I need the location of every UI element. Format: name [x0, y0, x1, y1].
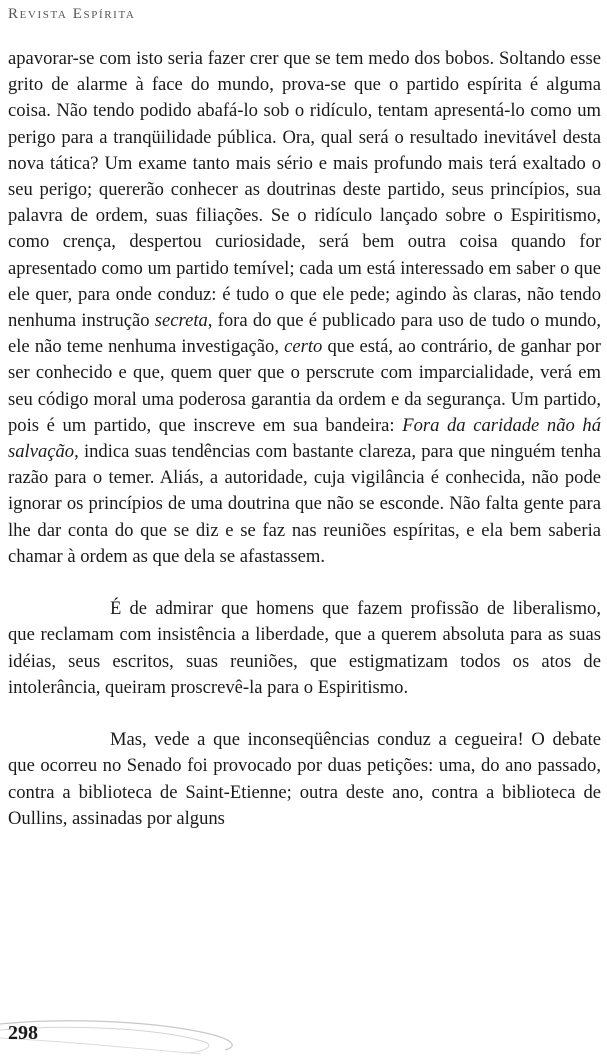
italic-text: Fora da caridade não há salvação [8, 414, 601, 463]
text-run: Mas, vede a que inconseqüências conduz a cegueira! O debate que ocorreu no Senado foi provocado por duas petições: uma, do ano passado, contra a biblioteca de Saint-Etienne; outra deste ano, contra a biblioteca de Oullins, assinadas por alguns [8, 729, 601, 829]
text-run: que está, ao contrário, de ganhar por ser conhecido e que, quem quer que o perscrute com imparcialidade, verá em seu código moral uma poderosa garantia da ordem e da segurança. Um partido, pois é um partido, que inscreve em sua bandeira: [8, 336, 601, 436]
page-number: 298 [8, 1022, 38, 1044]
running-title: Revista Espírita [8, 6, 136, 22]
decorative-swoosh [0, 1016, 260, 1056]
page-body [8, 46, 601, 832]
paragraph [8, 596, 601, 701]
text-run: apavorar-se com isto seria fazer crer que se tem medo dos bobos. Soltando esse grito de alarme à face do mundo, prova-se que o partido espírita é alguma coisa. Não tendo podido abafá-lo sob o ridículo, tentam apresentá-lo como um perigo para a tranqüilidade pública. Ora, qual será o resultado inevitável desta nova tática? Um exame tanto mais sério e mais profundo mais terá exaltado o seu perigo; quererão conhecer as doutrinas deste partido, seus princípios, sua palavra de ordem, suas filiações. Se o ridículo lançado sobre o Espiritismo, como crença, despertou curiosidade, será bem outra coisa quando for apresentado como um partido temível; cada um está interessado em saber o que ele quer, para onde conduz: é tudo o que ele pede; agindo às claras, não tendo nenhuma instrução [8, 48, 601, 332]
paragraph [8, 727, 601, 832]
paragraph [8, 46, 601, 570]
italic-text: certo [284, 336, 323, 358]
text-run: , fora do que é publicado para uso de tudo o mundo, ele não teme nenhuma investigação, [8, 310, 601, 358]
italic-text: secreta [154, 310, 208, 332]
text-run: É de admirar que homens que fazem profissão de liberalismo, que reclamam com insistência a liberdade, que a querem absoluta para as suas idéias, seus escritos, suas reuniões, que estigmatizam todos os atos de intolerância, queiram proscrevê-la para o Espiritismo. [8, 598, 601, 698]
text-run: , indica suas tendências com bastante clareza, para que ninguém tenha razão para o temer. Aliás, a autoridade, cuja vigilância é conhecida, não pode ignorar os princípios de uma doutrina que não se esconde. Não falta gente para lhe dar conta do que se diz e se faz nas reuniões espíritas, e ela bem saberia chamar à ordem as que dela se afastassem. [8, 441, 601, 567]
